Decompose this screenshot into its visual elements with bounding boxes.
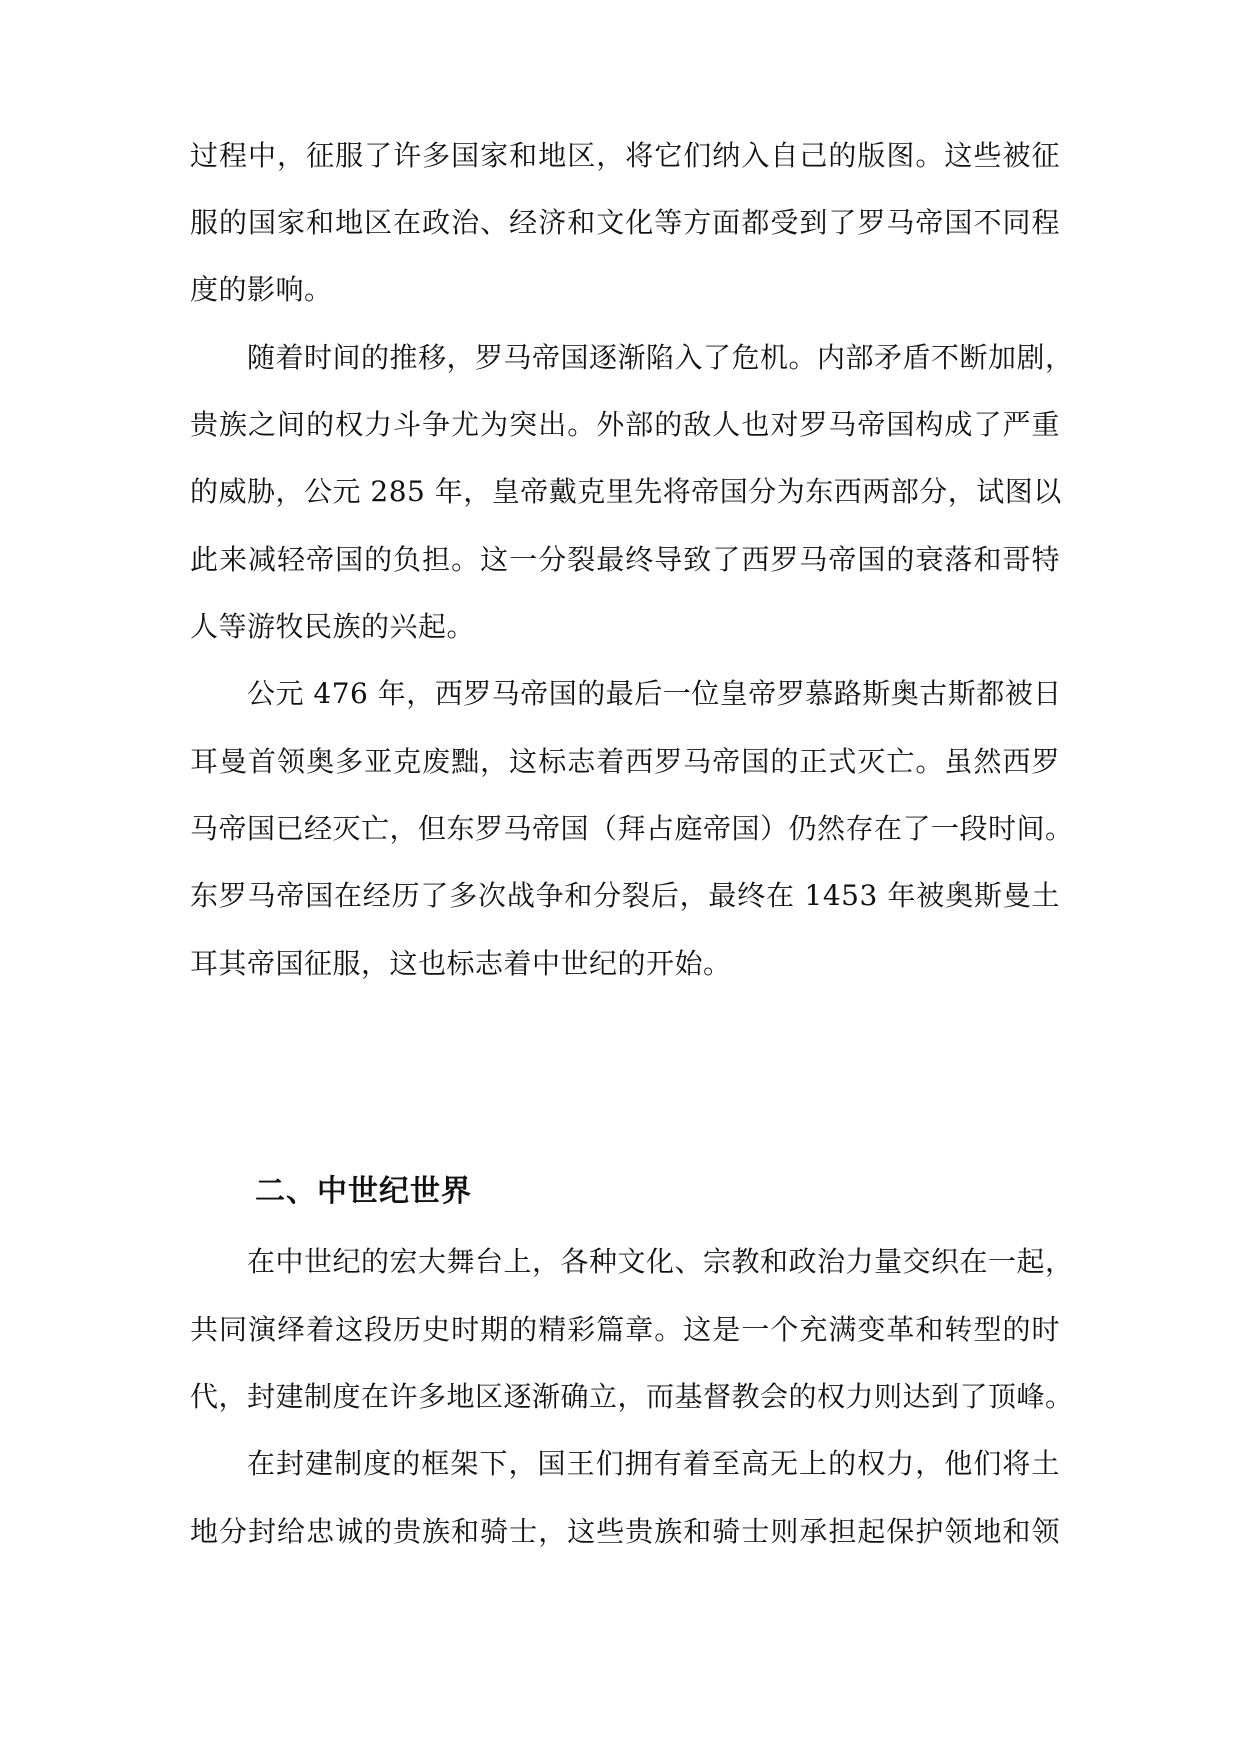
text-line: 共同演绎着这段历史时期的精彩篇章。这是一个充满变革和转型的时 bbox=[190, 1313, 1060, 1346]
text-line: 过程中，征服了许多国家和地区，将它们纳入自己的版图。这些被征 bbox=[190, 139, 1060, 172]
text-line: 人等游牧民族的兴起。 bbox=[190, 610, 476, 643]
text-line: 地分封给忠诚的贵族和骑士，这些贵族和骑士则承担起保护领地和领 bbox=[190, 1515, 1060, 1548]
text-line: 耳其帝国征服，这也标志着中世纪的开始。 bbox=[190, 947, 732, 980]
text-line: 耳曼首领奥多亚克废黜，这标志着西罗马帝国的正式灭亡。虽然西罗 bbox=[190, 745, 1060, 778]
text-line: 在封建制度的框架下，国王们拥有着至高无上的权力，他们将土 bbox=[247, 1447, 1060, 1480]
section-heading: 二、中世纪世界 bbox=[255, 1174, 472, 1209]
text-line: 马帝国已经灭亡，但东罗马帝国（拜占庭帝国）仍然存在了一段时间。 bbox=[190, 812, 1074, 845]
text-line: 在中世纪的宏大舞台上，各种文化、宗教和政治力量交织在一起， bbox=[247, 1245, 1074, 1278]
text-line: 度的影响。 bbox=[190, 273, 333, 306]
text-line: 公元 476 年，西罗马帝国的最后一位皇帝罗慕路斯奥古斯都被日 bbox=[247, 677, 1062, 710]
text-line: 服的国家和地区在政治、经济和文化等方面都受到了罗马帝国不同程 bbox=[190, 206, 1060, 239]
text-line: 代，封建制度在许多地区逐渐确立，而基督教会的权力则达到了顶峰。 bbox=[190, 1380, 1074, 1413]
text-line: 贵族之间的权力斗争尤为突出。外部的敌人也对罗马帝国构成了严重 bbox=[190, 408, 1060, 441]
text-line: 东罗马帝国在经历了多次战争和分裂后，最终在 1453 年被奥斯曼土 bbox=[190, 879, 1060, 912]
text-line: 此来减轻帝国的负担。这一分裂最终导致了西罗马帝国的衰落和哥特 bbox=[190, 543, 1060, 576]
text-line: 的威胁，公元 285 年，皇帝戴克里先将帝国分为东西两部分，试图以 bbox=[190, 475, 1062, 508]
text-line: 随着时间的推移，罗马帝国逐渐陷入了危机。内部矛盾不断加剧， bbox=[247, 341, 1074, 374]
